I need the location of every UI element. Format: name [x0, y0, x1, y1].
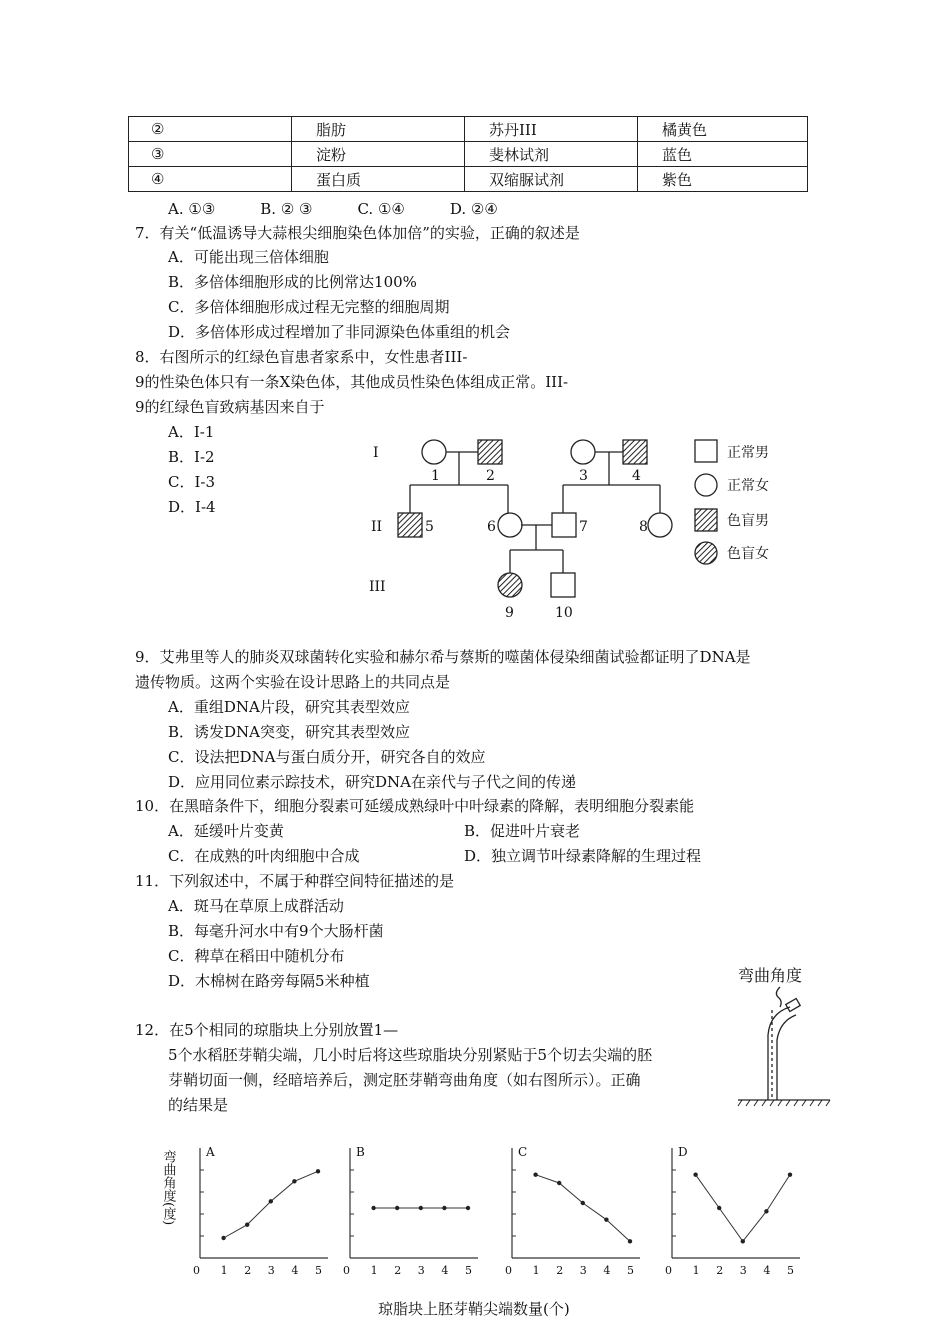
q9-stem-line: 9．艾弗里等人的肺炎双球菌转化实验和赫尔希与蔡斯的噬菌体侵染细菌试验都证明了DNA是 [135, 648, 751, 666]
x-tick-label: 0 [343, 1264, 350, 1277]
x-axis-label: 琼脂块上胚芽鞘尖端数量(个) [378, 1300, 570, 1318]
table-cell: 脂肪 [292, 117, 465, 142]
table-cell: 蓝色 [638, 142, 808, 167]
data-point [557, 1181, 561, 1185]
id-label: 6 [487, 519, 496, 535]
reagent-table [128, 116, 808, 192]
x-tick-label: 3 [739, 1264, 747, 1277]
y-axis-label: 弯曲角度(度) [160, 1150, 176, 1226]
series-line [536, 1175, 630, 1242]
table-cell: 紫色 [638, 167, 808, 192]
data-point [371, 1206, 375, 1210]
x-tick-label: 2 [394, 1264, 402, 1277]
table-cell: ② [129, 117, 292, 142]
data-point [788, 1172, 792, 1176]
q10-stem: 10．在黑暗条件下，细胞分裂素可延缓成熟绿叶中叶绿素的降解，表明细胞分裂素能 [135, 797, 695, 815]
id-label: 3 [579, 468, 588, 484]
id-label: 1 [431, 468, 440, 484]
x-tick-label: 0 [193, 1264, 200, 1277]
q9-stem-line: 遗传物质。这两个实验在设计思路上的共同点是 [135, 673, 451, 691]
panel-label: D [678, 1145, 688, 1159]
x-tick-label: 5 [627, 1264, 634, 1277]
q8-option-c: C．I-3 [168, 473, 216, 491]
id-label: 9 [505, 605, 514, 621]
table-cell: 蛋白质 [292, 167, 465, 192]
x-tick-label: 5 [315, 1264, 322, 1277]
table-cell: 苏丹III [465, 117, 638, 142]
data-point [245, 1222, 249, 1226]
x-tick-label: 1 [220, 1264, 228, 1277]
q11-option-c: C．稗草在稻田中随机分布 [168, 947, 345, 965]
gen-label-ii: II [371, 519, 383, 535]
bending-angle-charts [160, 1130, 840, 1290]
x-tick-label: 1 [692, 1264, 700, 1277]
q11-option-a: A．斑马在草原上成群活动 [168, 897, 344, 915]
x-tick-label: 5 [465, 1264, 472, 1277]
q9-option-d: D．应用同位素示踪技术，研究DNA在亲代与子代之间的传递 [168, 773, 577, 791]
id-label: 7 [579, 519, 588, 535]
x-tick-label: 4 [763, 1264, 771, 1277]
figure-label: 弯曲角度 [738, 966, 803, 985]
panel-label: C [518, 1145, 528, 1159]
q10-option-d: D．独立调节叶绿素降解的生理过程 [464, 847, 702, 865]
q7-option-a: A．可能出现三倍体细胞 [168, 248, 329, 266]
x-tick-label: 4 [291, 1264, 299, 1277]
q8-stem-line: 8．右图所示的红绿色盲患者家系中，女性患者III- [135, 348, 468, 366]
id-label: 8 [639, 519, 648, 535]
x-tick-label: 0 [505, 1264, 512, 1277]
q11-option-b: B．每毫升河水中有9个大肠杆菌 [168, 922, 384, 940]
panel-label: B [356, 1145, 365, 1159]
gen-label-iii: III [369, 579, 386, 595]
q7-option-b: B．多倍体细胞形成的比例常达100% [168, 273, 417, 291]
legend-normal-female: 正常女 [727, 478, 769, 494]
series-line [696, 1175, 790, 1242]
q10-option-a: A．延缓叶片变黄 [168, 822, 284, 840]
q11-option-d: D．木棉树在路旁每隔5米种植 [168, 972, 370, 990]
data-point [466, 1206, 470, 1210]
data-point [395, 1206, 399, 1210]
id-label: 2 [486, 468, 495, 484]
table-row [129, 167, 808, 192]
pedigree-diagram [355, 425, 835, 625]
q10-option-c: C．在成熟的叶肉细胞中合成 [168, 847, 360, 865]
legend-colorblind-female: 色盲女 [727, 546, 769, 562]
x-tick-label: 2 [716, 1264, 724, 1277]
table-row [129, 142, 808, 167]
x-tick-label: 3 [417, 1264, 425, 1277]
id-label: 4 [632, 468, 641, 484]
x-tick-label: 2 [244, 1264, 252, 1277]
data-point [316, 1169, 320, 1173]
q7-option-d: D．多倍体形成过程增加了非同源染色体重组的机会 [168, 323, 511, 341]
data-point [419, 1206, 423, 1210]
q6-options: A. ①③ B. ② ③ C. ①④ D. ②④ [168, 200, 498, 218]
q12-stem-line: 12．在5个相同的琼脂块上分别放置1— [135, 1021, 399, 1039]
q9-option-a: A．重组DNA片段，研究其表型效应 [168, 698, 410, 716]
q7-option-c: C．多倍体细胞形成过程无完整的细胞周期 [168, 298, 450, 316]
id-label: 10 [555, 605, 573, 621]
q8-option-d: D．I-4 [168, 498, 216, 516]
table-row [129, 117, 808, 142]
x-tick-label: 1 [532, 1264, 540, 1277]
table-cell: 橘黄色 [638, 117, 808, 142]
data-point [717, 1206, 721, 1210]
table-cell: ③ [129, 142, 292, 167]
gen-label-i: I [373, 445, 379, 461]
table-cell: 双缩脲试剂 [465, 167, 638, 192]
q8-stem-line: 9的性染色体只有一条X染色体，其他成员性染色体组成正常。III- [135, 373, 569, 391]
x-tick-label: 0 [665, 1264, 672, 1277]
panel-label: A [206, 1145, 215, 1159]
data-point [741, 1239, 745, 1243]
q9-option-c: C．设法把DNA与蛋白质分开，研究各自的效应 [168, 748, 486, 766]
bending-angle-figure [730, 955, 840, 1110]
data-point [442, 1206, 446, 1210]
x-tick-label: 3 [579, 1264, 587, 1277]
q12-stem-line: 的结果是 [168, 1096, 229, 1114]
id-label: 5 [425, 519, 434, 535]
data-point [604, 1217, 608, 1221]
x-tick-label: 2 [556, 1264, 564, 1277]
legend-colorblind-male: 色盲男 [727, 513, 769, 529]
data-point [533, 1172, 537, 1176]
q10-option-b: B．促进叶片衰老 [464, 822, 581, 840]
x-tick-label: 5 [787, 1264, 794, 1277]
x-tick-label: 4 [441, 1264, 449, 1277]
data-point [269, 1199, 273, 1203]
q8-option-a: A．I-1 [168, 423, 215, 441]
data-point [628, 1239, 632, 1243]
q7-stem: 7．有关“低温诱导大蒜根尖细胞染色体加倍”的实验，正确的叙述是 [135, 224, 580, 242]
series-line [224, 1171, 318, 1238]
q8-stem-line: 9的红绿色盲致病基因来自于 [135, 398, 325, 416]
q12-stem-line: 芽鞘切面一侧，经暗培养后，测定胚芽鞘弯曲角度（如右图所示）。正确 [168, 1071, 641, 1089]
table-cell: 淀粉 [292, 142, 465, 167]
data-point [764, 1209, 768, 1213]
x-tick-label: 4 [603, 1264, 611, 1277]
q8-option-b: B．I-2 [168, 448, 215, 466]
table-cell: 斐林试剂 [465, 142, 638, 167]
legend-normal-male: 正常男 [727, 445, 769, 461]
x-tick-label: 1 [370, 1264, 378, 1277]
x-tick-label: 3 [267, 1264, 275, 1277]
q9-option-b: B．诱发DNA突变，研究其表型效应 [168, 723, 411, 741]
table-cell: ④ [129, 167, 292, 192]
q12-stem-line: 5个水稻胚芽鞘尖端，几小时后将这些琼脂块分别紧贴于5个切去尖端的胚 [168, 1046, 653, 1064]
data-point [693, 1172, 697, 1176]
q11-stem: 11．下列叙述中，不属于种群空间特征描述的是 [135, 872, 455, 890]
data-point [221, 1236, 225, 1240]
data-point [581, 1201, 585, 1205]
data-point [292, 1179, 296, 1183]
